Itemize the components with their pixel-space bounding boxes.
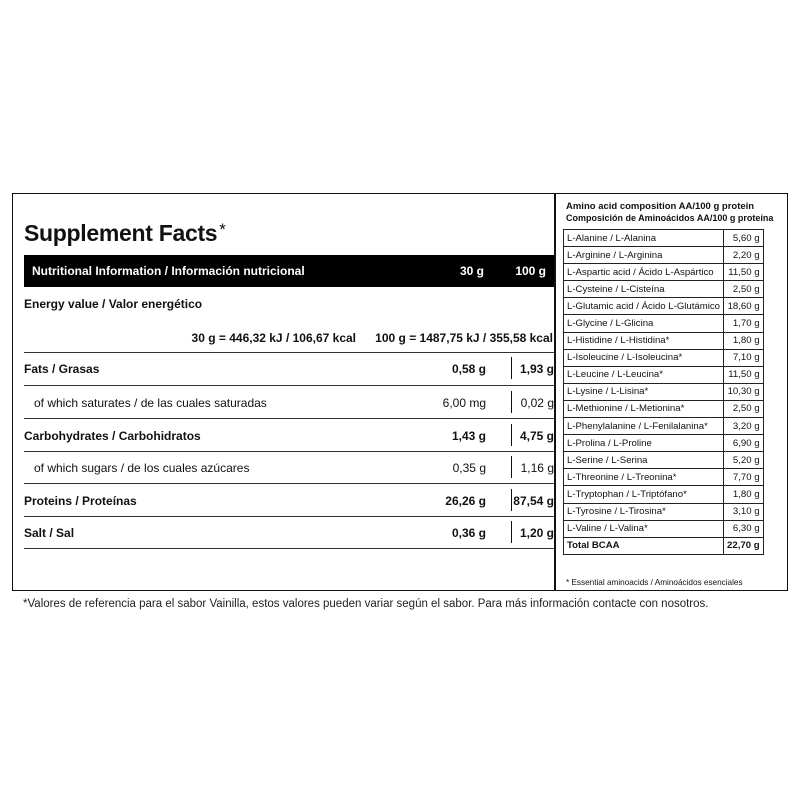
row-divider bbox=[24, 548, 554, 549]
amino-name: L-Glutamic acid / Ácido L-Glutámico bbox=[564, 298, 724, 315]
amino-row bbox=[564, 349, 764, 366]
nutrient-value-100g: 0,02 g bbox=[520, 396, 554, 410]
amino-value: 11,50 g bbox=[724, 366, 764, 383]
amino-value: 3,20 g bbox=[724, 418, 764, 435]
amino-name: L-Lysine / L-Lisina* bbox=[564, 383, 724, 400]
amino-value: 11,50 g bbox=[724, 264, 764, 281]
nutrient-label: Fats / Grasas bbox=[24, 362, 100, 376]
nutrient-value-100g: 1,93 g bbox=[519, 362, 554, 376]
nutrient-label: Carbohydrates / Carbohidratos bbox=[24, 429, 201, 443]
row-divider bbox=[24, 483, 554, 484]
row-divider bbox=[24, 385, 554, 386]
amino-total-name: Total BCAA bbox=[564, 537, 724, 554]
amino-row bbox=[564, 298, 764, 315]
title-asterisk: * bbox=[219, 220, 226, 239]
amino-name: L-Alanine / L-Alanina bbox=[564, 230, 724, 247]
amino-value: 1,80 g bbox=[724, 332, 764, 349]
amino-heading-en: Amino acid composition AA/100 g protein bbox=[566, 201, 755, 212]
nutrient-value-100g: 1,20 g bbox=[519, 526, 554, 540]
nutrient-value-100g: 87,54 g bbox=[513, 494, 554, 508]
nutrient-label: of which saturates / de las cuales saturadas bbox=[34, 396, 267, 410]
row-divider bbox=[24, 451, 554, 452]
amino-name: L-Tyrosine / L-Tirosina* bbox=[564, 503, 724, 520]
essential-aminoacids-note: * Essential aminoacids / Aminoácidos esenciales bbox=[566, 578, 743, 587]
reference-footnote: *Valores de referencia para el sabor Vainilla, estos valores pueden variar según el sabor. Para más información contacte con nosotros. bbox=[23, 598, 709, 610]
nutrient-value-30g: 1,43 g bbox=[451, 429, 486, 443]
amino-name: L-Glycine / L-Glicina bbox=[564, 315, 724, 332]
nutrient-value-30g: 0,35 g bbox=[452, 461, 486, 475]
energy-label: Energy value / Valor energético bbox=[24, 297, 203, 311]
amino-row bbox=[564, 247, 764, 264]
column-header-100g: 100 g bbox=[515, 264, 546, 278]
amino-value: 3,10 g bbox=[724, 503, 764, 520]
amino-name: L-Leucine / L-Leucina* bbox=[564, 366, 724, 383]
amino-value: 10,30 g bbox=[724, 383, 764, 400]
amino-value: 6,30 g bbox=[724, 520, 764, 537]
amino-value: 2,50 g bbox=[724, 400, 764, 417]
amino-value: 6,90 g bbox=[724, 435, 764, 452]
amino-name: L-Methionine / L-Metionina* bbox=[564, 400, 724, 417]
amino-row bbox=[564, 230, 764, 247]
amino-name: L-Prolina / L-Proline bbox=[564, 435, 724, 452]
amino-name: L-Serine / L-Serina bbox=[564, 452, 724, 469]
amino-name: L-Phenylalanine / L-Fenilalanina* bbox=[564, 418, 724, 435]
row-divider bbox=[24, 418, 554, 419]
nutrient-label: Proteins / Proteínas bbox=[24, 494, 137, 508]
cell-separator bbox=[511, 424, 512, 446]
energy-value-100g: 100 g = 1487,75 kJ / 355,58 kcal bbox=[375, 331, 553, 345]
amino-row bbox=[564, 486, 764, 503]
cell-separator bbox=[511, 391, 512, 413]
nutrition-header-bar bbox=[24, 255, 554, 287]
amino-name: L-Arginine / L-Arginina bbox=[564, 247, 724, 264]
amino-value: 7,10 g bbox=[724, 349, 764, 366]
amino-acid-table bbox=[563, 229, 764, 555]
amino-row bbox=[564, 264, 764, 281]
nutrient-label: of which sugars / de los cuales azúcares bbox=[34, 461, 250, 475]
amino-value: 7,70 g bbox=[724, 469, 764, 486]
amino-value: 5,60 g bbox=[724, 230, 764, 247]
amino-total-value: 22,70 g bbox=[724, 537, 764, 554]
nutrient-value-30g: 0,36 g bbox=[451, 526, 486, 540]
amino-value: 1,70 g bbox=[724, 315, 764, 332]
amino-row bbox=[564, 332, 764, 349]
supplement-facts-title: Supplement Facts * bbox=[24, 220, 226, 246]
nutrient-value-100g: 4,75 g bbox=[519, 429, 554, 443]
cell-separator bbox=[511, 489, 512, 511]
amino-name: L-Valine / L-Valina* bbox=[564, 520, 724, 537]
row-divider bbox=[24, 352, 554, 353]
column-header-30g: 30 g bbox=[459, 264, 484, 278]
row-divider bbox=[24, 516, 554, 517]
amino-row bbox=[564, 520, 764, 537]
cell-separator bbox=[511, 456, 512, 478]
cell-separator bbox=[511, 357, 512, 379]
amino-value: 1,80 g bbox=[724, 486, 764, 503]
nutrient-value-30g: 26,26 g bbox=[445, 494, 486, 508]
nutrient-value-100g: 1,16 g bbox=[520, 461, 554, 475]
amino-value: 2,50 g bbox=[724, 281, 764, 298]
nutrition-header-label: Nutritional Information / Información nutricional bbox=[32, 264, 305, 278]
amino-name: L-Cysteine / L-Cisteína bbox=[564, 281, 724, 298]
amino-row bbox=[564, 366, 764, 383]
amino-name: L-Tryptophan / L-Triptófano* bbox=[564, 486, 724, 503]
nutrient-label: Salt / Sal bbox=[24, 526, 75, 540]
amino-name: L-Aspartic acid / Ácido L-Aspártico bbox=[564, 264, 724, 281]
amino-row bbox=[564, 503, 764, 520]
amino-row bbox=[564, 281, 764, 298]
amino-row bbox=[564, 469, 764, 486]
amino-name: L-Histidine / L-Histidina* bbox=[564, 332, 724, 349]
amino-total-row bbox=[564, 537, 764, 554]
nutrient-value-30g: 6,00 mg bbox=[442, 396, 486, 410]
amino-row bbox=[564, 383, 764, 400]
amino-name: L-Threonine / L-Treonina* bbox=[564, 469, 724, 486]
cell-separator bbox=[511, 521, 512, 543]
amino-value: 18,60 g bbox=[724, 298, 764, 315]
amino-value: 2,20 g bbox=[724, 247, 764, 264]
amino-name: L-Isoleucine / L-Isoleucina* bbox=[564, 349, 724, 366]
amino-row bbox=[564, 452, 764, 469]
amino-row bbox=[564, 418, 764, 435]
amino-heading-es: Composición de Aminoácidos AA/100 g proteína bbox=[566, 213, 774, 223]
amino-row bbox=[564, 400, 764, 417]
energy-value-30g: 30 g = 446,32 kJ / 106,67 kcal bbox=[191, 331, 356, 345]
column-divider bbox=[554, 193, 556, 591]
amino-row bbox=[564, 435, 764, 452]
nutrient-value-30g: 0,58 g bbox=[451, 362, 486, 376]
amino-value: 5,20 g bbox=[724, 452, 764, 469]
amino-row bbox=[564, 315, 764, 332]
